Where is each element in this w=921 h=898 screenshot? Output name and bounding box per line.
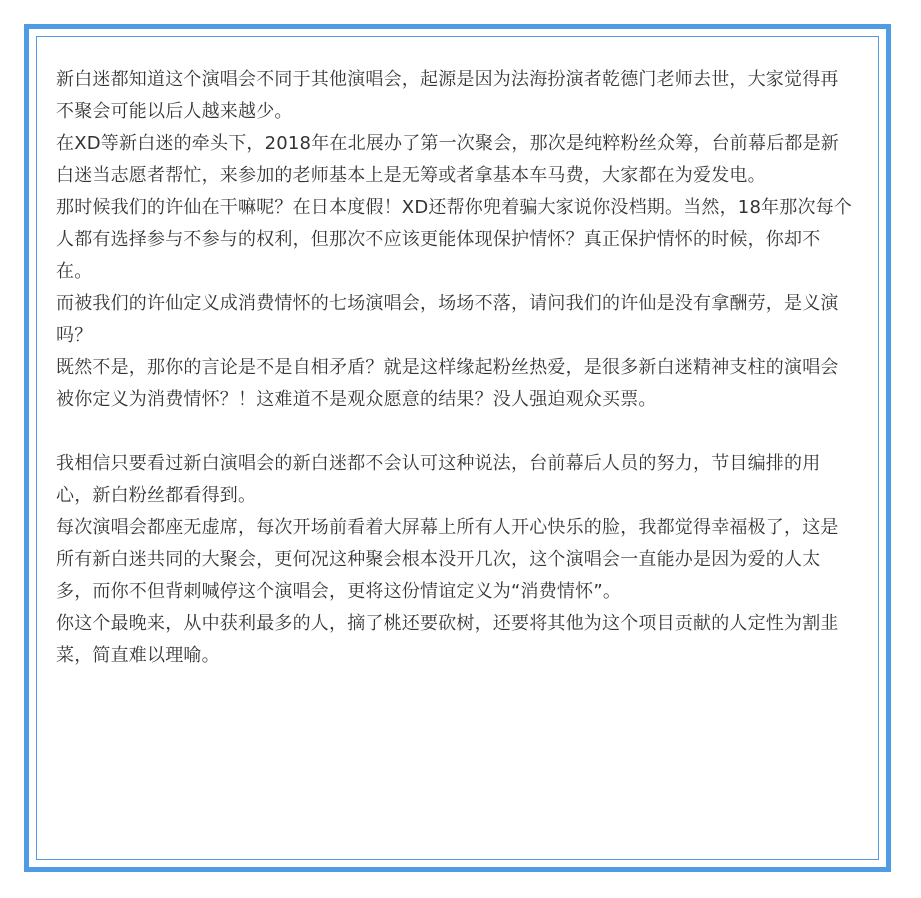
paragraph-8: 你这个最晚来，从中获利最多的人，摘了桃还要砍树，还要将其他为这个项目贡献的人定性为割韭菜，简直难以理喻。 (56, 613, 839, 666)
paragraph-5: 既然不是，那你的言论是不是自相矛盾？就是这样缘起粉丝热爱，是很多新白迷精神支柱的演唱会被你定义为消费情怀？！这难道不是观众愿意的结果？没人强迫观众买票。 (56, 357, 839, 410)
paragraph-1: 新白迷都知道这个演唱会不同于其他演唱会，起源是因为法海扮演者乾德门老师去世，大家觉得再不聚会可能以后人越来越少。 (56, 69, 839, 122)
paragraph-4: 而被我们的许仙定义成消费情怀的七场演唱会，场场不落，请问我们的许仙是没有拿酬劳，是义演吗？ (56, 293, 839, 346)
document-frame (24, 24, 891, 872)
paragraph-7: 每次演唱会都座无虚席，每次开场前看着大屏幕上所有人开心快乐的脸，我都觉得幸福极了，这是所有新白迷共同的大聚会，更何况这种聚会根本没开几次，这个演唱会一直能办是因为爱的人太多，而你不但背刺喊停这个演唱会，更将这份情谊定义为“消费情怀”。 (56, 517, 839, 602)
paragraph-6: 我相信只要看过新白演唱会的新白迷都不会认可这种说法，台前幕后人员的努力，节目编排的用心，新白粉丝都看得到。 (56, 453, 821, 506)
paragraph-gap (56, 416, 856, 448)
paragraph-3: 那时候我们的许仙在干嘛呢？在日本度假！XD还帮你兜着骗大家说你没档期。当然，18年那次每个人都有选择参与不参与的权利，但那次不应该更能体现保护情怀？真正保护情怀的时候，你却不在。 (56, 197, 853, 282)
document-body (56, 64, 856, 672)
paragraph-2: 在XD等新白迷的牵头下，2018年在北展办了第一次聚会，那次是纯粹粉丝众筹，台前幕后都是新白迷当志愿者帮忙，来参加的老师基本上是无筹或者拿基本车马费，大家都在为爱发电。 (56, 133, 839, 186)
